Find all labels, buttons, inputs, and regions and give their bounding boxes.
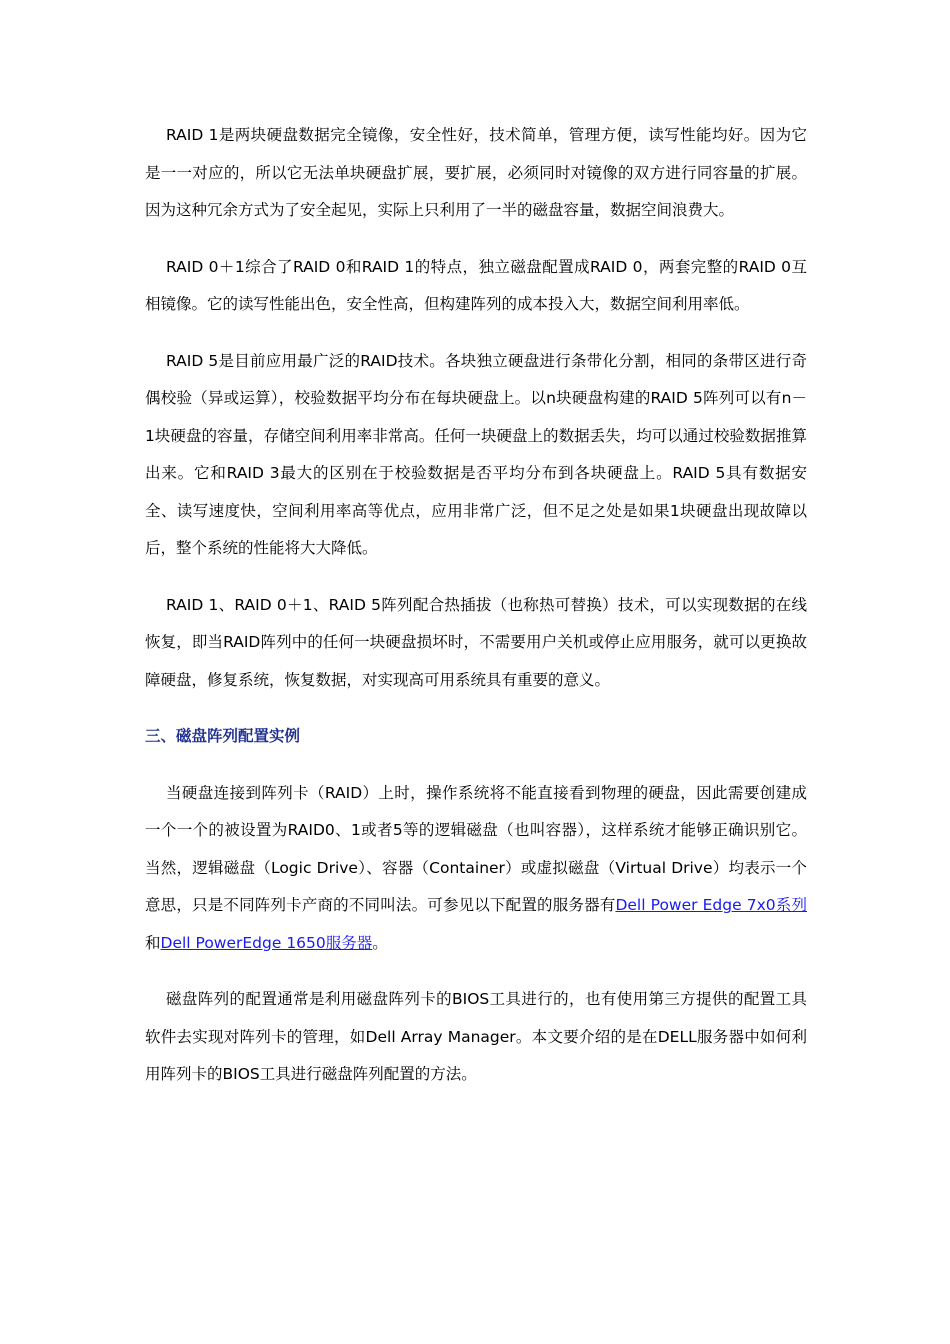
section-heading: 三、磁盘阵列配置实例 (145, 727, 301, 745)
paragraph-raid5: RAID 5是目前应用最广泛的RAID技术。各块独立硬盘进行条带化分割，相同的条带区进行奇偶校验（异或运算），校验数据平均分布在每块硬盘上。以n块硬盘构建的RAID 5阵列可以有n－1块硬盘的容量，存储空间利用率非常高。任何一块硬盘上的数据丢失，均可以通过校验数据推算出来。它和RAID 3最大的区别在于校验数据是否平均分布到各块硬盘上。RAID 5具有数据安全、读写速度快，空间利用率高等优点，应用非常广泛，但不足之处是如果1块硬盘出现故障以后，整个系统的性能将大大降低。 (145, 351, 807, 557)
document-body (145, 117, 807, 1094)
paragraph-bios-config: 磁盘阵列的配置通常是利用磁盘阵列卡的BIOS工具进行的，也有使用第三方提供的配置工具软件去实现对阵列卡的管理，如Dell Array Manager。本文要介绍的是在DELL服务器中如何利用阵列卡的BIOS工具进行磁盘阵列配置的方法。 (145, 990, 807, 1083)
paragraph-raid-config-end: 。 (372, 933, 388, 952)
paragraph-raid1: RAID 1是两块硬盘数据完全镜像，安全性好，技术简单，管理方便，读写性能均好。因为它是一一对应的，所以它无法单块硬盘扩展，要扩展，必须同时对镜像的双方进行同容量的扩展。因为这种冗余方式为了安全起见，实际上只利用了一半的磁盘容量，数据空间浪费大。 (145, 126, 807, 219)
link-dell-poweredge-1650[interactable]: Dell PowerEdge 1650服务器 (160, 933, 373, 952)
link-dell-power-edge-7x0[interactable]: Dell Power Edge 7x0系列 (615, 896, 807, 914)
paragraph-raid-config-text: 当硬盘连接到阵列卡（RAID）上时，操作系统将不能直接看到物理的硬盘，因此需要创建成一个一个的被设置为RAID0、1或者5等的逻辑磁盘（也叫容器），这样系统才能够正确识别它。当然，逻辑磁盘（Logic Drive）、容器（Container）或虚拟磁盘（Virtual Drive）均表示一个意思，只是不同阵列卡产商的不同叫法。可参见以下配置的服务器有 (145, 783, 807, 914)
paragraph-raid01: RAID 0＋1综合了RAID 0和RAID 1的特点，独立磁盘配置成RAID 0，两套完整的RAID 0互相镜像。它的读写性能出色，安全性高，但构建阵列的成本投入大，数据空间利用率低。 (145, 257, 807, 313)
paragraph-raid-config (145, 775, 807, 963)
paragraph-raid-config-and: 和 (145, 933, 161, 952)
paragraph-hot-swap: RAID 1、RAID 0＋1、RAID 5阵列配合热插拔（也称热可替换）技术，可以实现数据的在线恢复，即当RAID阵列中的任何一块硬盘损坏时，不需要用户关机或停止应用服务，就可以更换故障硬盘，修复系统，恢复数据，对实现高可用系统具有重要的意义。 (145, 595, 807, 689)
